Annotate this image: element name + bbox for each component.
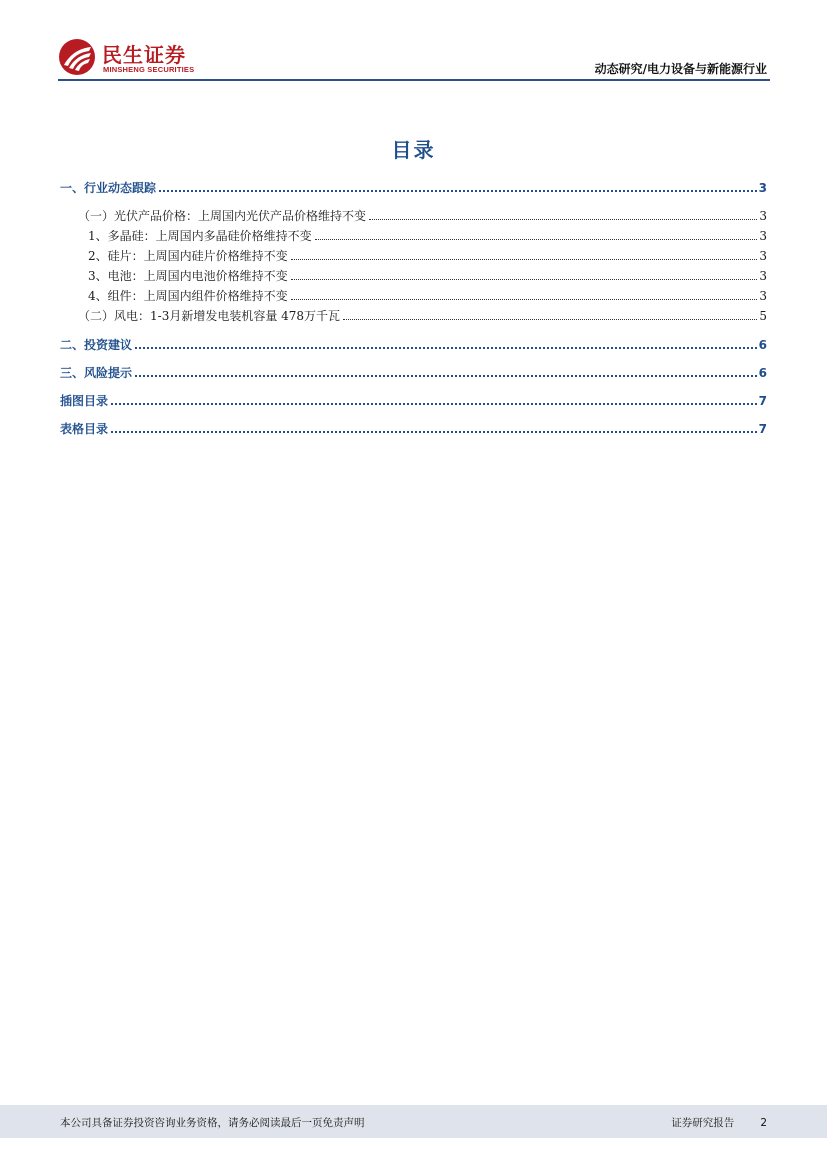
toc-entry-text: 3、电池：上周国内电池价格维持不变 [88, 269, 288, 283]
toc-dot-leader [135, 346, 757, 349]
toc-entry-page: 3 [758, 181, 767, 195]
page-footer [0, 1105, 827, 1138]
footer-disclaimer: 本公司具备证券投资咨询业务资格，请务必阅读最后一页免责声明 [60, 1117, 365, 1129]
toc-dot-leader [159, 189, 757, 192]
toc-entry[interactable] [60, 266, 767, 284]
toc-entry-page: 6 [758, 366, 767, 380]
toc-entry-text: 插图目录 [60, 394, 109, 408]
toc-entry[interactable] [60, 246, 767, 264]
toc-dot-leader [343, 318, 757, 320]
footer-right [671, 1115, 767, 1130]
page-header [0, 0, 827, 82]
toc-dot-leader [111, 430, 757, 433]
toc-entry-page: 3 [759, 249, 767, 263]
toc-entry-page: 6 [758, 338, 767, 352]
toc-entry-page: 5 [759, 309, 767, 323]
toc-entry[interactable] [60, 363, 767, 381]
toc-entry-page: 3 [759, 269, 767, 283]
report-category: 动态研究/电力设备与新能源行业 [594, 62, 767, 76]
toc-dot-leader [291, 298, 757, 300]
toc-entry[interactable] [60, 206, 767, 224]
minsheng-logo [58, 38, 208, 78]
toc-entry-text: 三、风险提示 [60, 366, 133, 380]
toc-dot-leader [315, 238, 757, 240]
toc-entry[interactable] [60, 178, 767, 196]
footer-page-number: 2 [760, 1117, 767, 1129]
header-divider [58, 79, 770, 81]
toc-entry[interactable] [60, 391, 767, 409]
toc-entry[interactable] [60, 335, 767, 353]
toc-entry-page: 7 [758, 394, 767, 408]
toc-entry-page: 3 [759, 229, 767, 243]
toc-entry-text: 二、投资建议 [60, 338, 133, 352]
toc-dot-leader [135, 374, 757, 377]
toc-entry[interactable] [60, 419, 767, 437]
toc-entry-text: （二）风电：1-3月新增发电装机容量 478万千瓦 [78, 309, 341, 323]
toc-entry-text: 一、行业动态跟踪 [60, 181, 157, 195]
footer-doc-type: 证券研究报告 [671, 1117, 735, 1129]
minsheng-logo-icon [58, 38, 96, 76]
toc-entry[interactable] [60, 226, 767, 244]
toc-entry-page: 3 [759, 289, 767, 303]
toc-entry-text: 2、硅片：上周国内硅片价格维持不变 [88, 249, 288, 263]
toc-entry-text: （一）光伏产品价格：上周国内光伏产品价格维持不变 [78, 209, 367, 223]
toc-entry-page: 7 [758, 422, 767, 436]
toc-entry-text: 4、组件：上周国内组件价格维持不变 [88, 289, 288, 303]
toc-dot-leader [291, 278, 757, 280]
toc-entry-page: 3 [759, 209, 767, 223]
toc-dot-leader [369, 218, 757, 220]
toc-dot-leader [291, 258, 757, 260]
toc-dot-leader [111, 402, 757, 405]
logo-chinese-name: 民生证券 [102, 43, 186, 67]
logo-english-name: MINSHENG SECURITIES [103, 65, 195, 74]
toc-title: 目录 [391, 138, 436, 162]
toc-entry-text: 1、多晶硅：上周国内多晶硅价格维持不变 [88, 229, 312, 243]
toc-entry-text: 表格目录 [60, 422, 109, 436]
toc-entry[interactable] [60, 306, 767, 324]
toc-entry[interactable] [60, 286, 767, 304]
